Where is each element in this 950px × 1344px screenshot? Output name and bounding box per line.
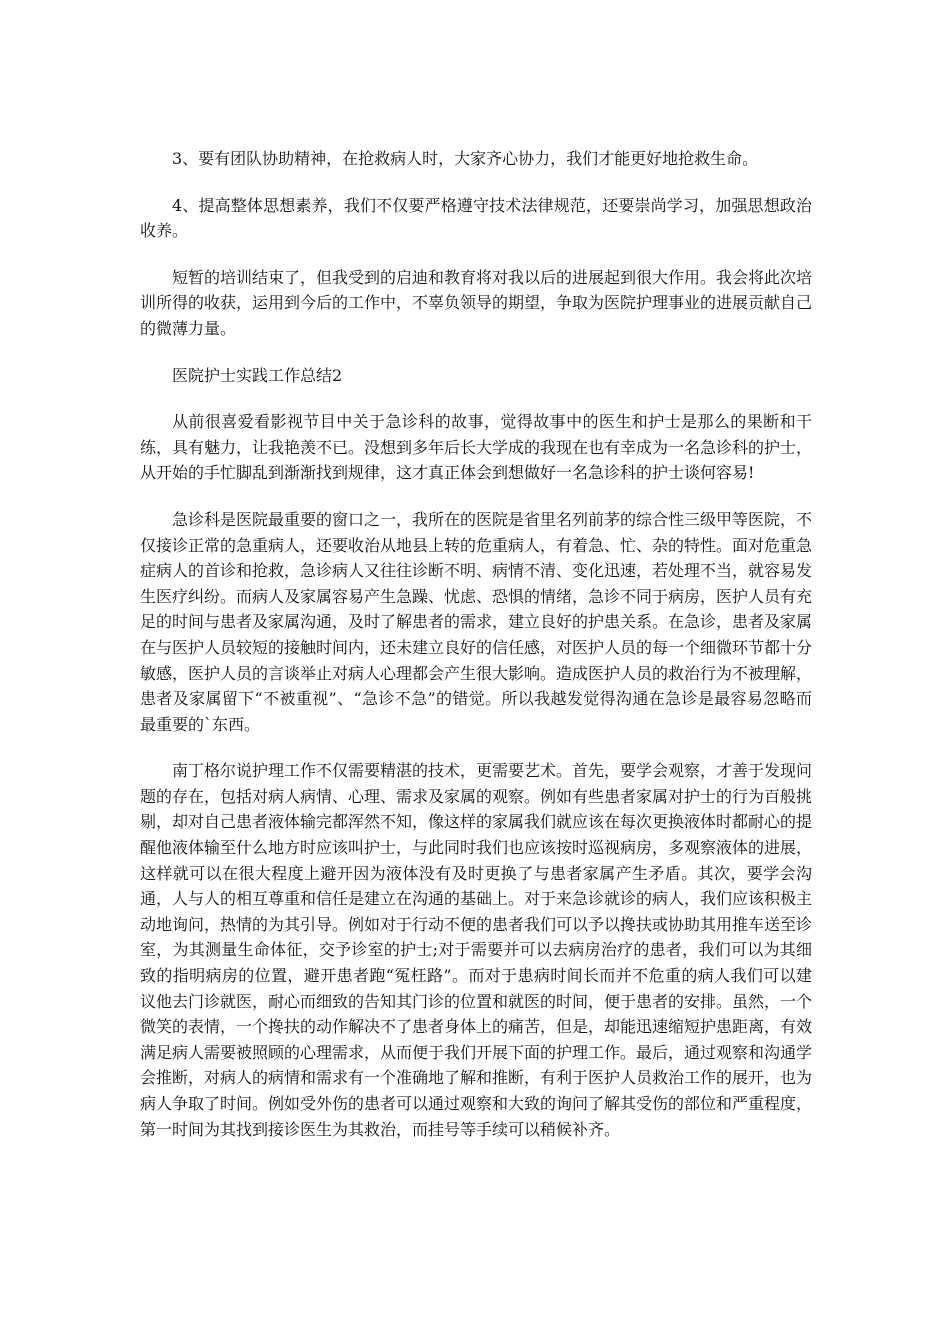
paragraph-team-spirit: 3、要有团队协助精神，在抢救病人时，大家齐心协力，我们才能更好地抢救生命。 bbox=[172, 149, 759, 168]
paragraph-spacer bbox=[140, 737, 812, 758]
paragraph-spacer bbox=[140, 486, 812, 507]
paragraph-nightingale: 南丁格尔说护理工作不仅需要精湛的技术，更需要艺术。首先，要学会观察，才善于发现问题的存在，包括对病人病情、心理、需求及家属的观察。例如有些患者家属对护士的行为百般挑剔，却对自己患者液体输完都浑然不知，像这样的家属我们就应该在每次更换液体时都耐心的提醒他液体输至什么地方时应该叫护士，与此同时我们也应该按时巡视病房，多观察液体的进展，这样就可以在很大程度上避开因为液体没有及时更换了与患者家属产生矛盾。其次，要学会沟通，人与人的相互尊重和信任是建立在沟通的基础上。对于来急诊就诊的病人，我们应该积极主动地询问，热情的为其引导。例如对于行动不便的患者我们可以予以搀扶或协助其用推车送至诊室，为其测量生命体征，交予诊室的护士;对于需要并可以去病房治疗的患者，我们可以为其细致的指明病房的位置，避开患者跑“冤枉路”。而对于患病时间长而并不危重的病人我们可以建议他去门诊就医，耐心而细致的告知其门诊的位置和就医的时间，便于患者的安排。虽然，一个微笑的表情，一个搀扶的动作解决不了患者身体上的痛苦，但是，却能迅速缩短护患距离，有效满足病人需要被照顾的心理需求，从而便于我们开展下面的护理工作。最后，通过观察和沟通学会推断，对病人的病情和需求有一个准确地了解和推断，有利于医护人员救治工作的展开，也为病人争取了时间。例如受外伤的患者可以通过观察和大致的询问了解其受伤的部位和严重程度，第一时间为其找到接诊医生为其救治，而挂号等手续可以稍候补齐。 bbox=[140, 761, 813, 1139]
paragraph-spacer bbox=[140, 342, 812, 363]
paragraph-ideological-quality: 4、提高整体思想素养，我们不仅要严格遵守技术法律规范，还要崇尚学习，加强思想政治收养。 bbox=[140, 195, 812, 241]
paragraph-spacer bbox=[140, 388, 812, 409]
paragraph-spacer bbox=[140, 244, 812, 265]
paragraph-training-conclusion: 短暂的培训结束了，但我受到的启迪和教育将对我以后的进展起到很大作用。我会将此次培训所得的收获，运用到今后的工作中，不辜负领导的期望，争取为医院护理事业的进展贡献自己的微薄力量。 bbox=[140, 267, 813, 338]
section-heading: 医院护士实践工作总结2 bbox=[172, 365, 343, 385]
paragraph-emergency-department: 急诊科是医院最重要的窗口之一，我所在的医院是省里名列前茅的综合性三级甲等医院，不仅接诊正常的急重病人，还要收治从地县上转的危重病人，有着急、忙、杂的特性。面对危重急症病人的首诊和抢救，急诊病人又往往诊断不明、病情不清、变化迅速，若处理不当，就容易发生医疗纠纷。而病人及家属容易产生急躁、忧虑、恐惧的情绪，急诊不同于病房，医护人员有充足的时间与患者及家属沟通，及时了解患者的需求，建立良好的护患关系。在急诊，患者及家属在与医护人员较短的接触时间内，还未建立良好的信任感，对医护人员的每一个细微环节都十分敏感，医护人员的言谈举止对病人心理都会产生很大影响。造成医护人员的救治行为不被理解，患者及家属留下“不被重视”、“急诊不急”的错觉。所以我越发觉得沟通在急诊是最容易忽略而最重要的`东西。 bbox=[140, 509, 813, 734]
document-body bbox=[140, 146, 812, 1142]
paragraph-spacer bbox=[140, 172, 812, 193]
paragraph-emergency-intro: 从前很喜爱看影视节目中关于急诊科的故事，觉得故事中的医生和护士是那么的果断和干练，具有魅力，让我艳羡不已。没想到多年后长大学成的我现在也有幸成为一名急诊科的护士，从开始的手忙脚乱到渐渐找到规律，这才真正体会到想做好一名急诊科的护士谈何容易! bbox=[140, 412, 813, 483]
